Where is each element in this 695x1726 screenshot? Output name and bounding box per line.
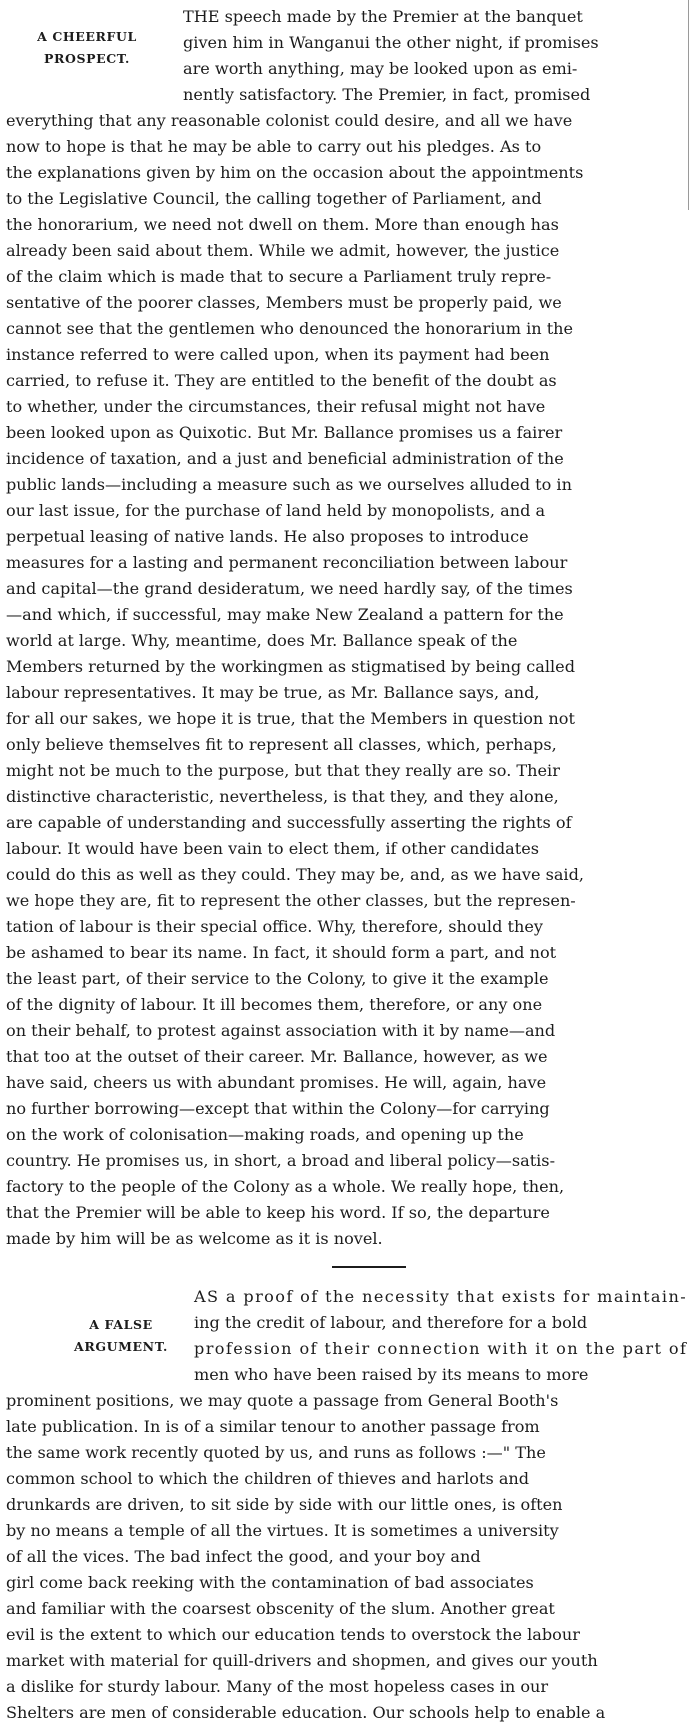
text-line: AS a proof of the necessity that exists for maintain-: [194, 1287, 688, 1306]
text-line: —and which, if successful, may make New Zealand a pattern for the: [6, 605, 564, 624]
text-line: only believe themselves fit to represent all classes, which, perhaps,: [6, 735, 557, 754]
text-line: men who have been raised by its means to more: [194, 1365, 589, 1384]
caption-line: A CHEERFUL: [37, 29, 137, 44]
text-line: late publication. In is of a similar tenour to another passage from: [6, 1417, 540, 1436]
text-line: market with material for quill-drivers and shopmen, and gives our youth: [6, 1651, 598, 1670]
caption-line: ARGUMENT.: [74, 1339, 168, 1354]
text-line: factory to the people of the Colony as a whole. We really hope, then,: [6, 1177, 565, 1196]
text-line: Members returned by the workingmen as stigmatised by being called: [6, 657, 575, 676]
text-line: ing the credit of labour, and therefore for a bold: [194, 1313, 588, 1332]
text-line: everything that any reasonable colonist could desire, and all we have: [6, 111, 573, 130]
text-line: our last issue, for the purchase of land held by monopolists, and a: [6, 501, 546, 520]
text-line: and familiar with the coarsest obscenity of the slum. Another great: [6, 1599, 555, 1618]
text-line: we hope they are, fit to represent the other classes, but the represen-: [6, 891, 576, 910]
text-line: given him in Wanganui the other night, if promises: [183, 33, 599, 52]
text-line: of all the vices. The bad infect the good, and your boy and: [6, 1547, 481, 1566]
text-line: on their behalf, to protest against association with it by name—and: [6, 1021, 556, 1040]
text-line: perpetual leasing of native lands. He also proposes to introduce: [6, 527, 529, 546]
text-line: country. He promises us, in short, a broad and liberal policy—satis-: [6, 1151, 556, 1170]
text-line: prominent positions, we may quote a passage from General Booth's: [6, 1391, 559, 1410]
text-line: on the work of colonisation—making roads, and opening up the: [6, 1125, 524, 1144]
text-line: common school to which the children of thieves and harlots and: [6, 1469, 530, 1488]
text-line: of the claim which is made that to secure a Parliament truly repre-: [6, 267, 552, 286]
text-line: have said, cheers us with abundant promises. He will, again, have: [6, 1073, 547, 1092]
text-line: the same work recently quoted by us, and runs as follows :—" The: [6, 1443, 546, 1462]
text-line: been looked upon as Quixotic. But Mr. Ballance promises us a fairer: [6, 423, 563, 442]
text-line: already been said about them. While we admit, however, the justice: [6, 241, 560, 260]
text-line: evil is the extent to which our education tends to overstock the labour: [6, 1625, 580, 1644]
text-line: public lands—including a measure such as we ourselves alluded to in: [6, 475, 572, 494]
text-line: of the dignity of labour. It ill becomes them, therefore, or any one: [6, 995, 543, 1014]
text-line: that the Premier will be able to keep his word. If so, the departure: [6, 1203, 550, 1222]
article-caption: [12, 26, 162, 70]
text-line: could do this as well as they could. They may be, and, as we have said,: [6, 865, 584, 884]
text-line: world at large. Why, meantime, does Mr. Ballance speak of the: [6, 631, 518, 650]
text-line: to whether, under the circumstances, their refusal might not have: [6, 397, 546, 416]
section-divider: [332, 1266, 406, 1268]
text-line: be ashamed to bear its name. In fact, it should form a part, and not: [6, 943, 557, 962]
text-line: and capital—the grand desideratum, we need hardly say, of the times: [6, 579, 573, 598]
text-line: the honorarium, we need not dwell on them. More than enough has: [6, 215, 559, 234]
column-edge-line: [688, 0, 689, 210]
text-line: labour. It would have been vain to elect them, if other candidates: [6, 839, 539, 858]
text-line: are capable of understanding and successfully asserting the rights of: [6, 813, 572, 832]
text-line: no further borrowing—except that within the Colony—for carrying: [6, 1099, 550, 1118]
text-line: distinctive characteristic, nevertheless, is that they, and they alone,: [6, 787, 559, 806]
text-line: incidence of taxation, and a just and beneficial administration of the: [6, 449, 564, 468]
text-line: nently satisfactory. The Premier, in fact, promised: [183, 85, 591, 104]
text-line: that too at the outset of their career. Mr. Ballance, however, as we: [6, 1047, 548, 1066]
text-line: labour representatives. It may be true, as Mr. Ballance says, and,: [6, 683, 540, 702]
article-caption: [46, 1314, 196, 1358]
text-line: measures for a lasting and permanent reconciliation between labour: [6, 553, 568, 572]
text-line: by no means a temple of all the virtues. It is sometimes a university: [6, 1521, 559, 1540]
text-line: instance referred to were called upon, when its payment had been: [6, 345, 550, 364]
text-line: the least part, of their service to the Colony, to give it the example: [6, 969, 549, 988]
text-line: profession of their connection with it on the part of: [194, 1339, 688, 1358]
text-line: for all our sakes, we hope it is true, that the Members in question not: [6, 709, 575, 728]
text-line: to the Legislative Council, the calling together of Parliament, and: [6, 189, 542, 208]
text-line: carried, to refuse it. They are entitled to the benefit of the doubt as: [6, 371, 557, 390]
text-line: THE speech made by the Premier at the banquet: [183, 7, 583, 26]
text-line: now to hope is that he may be able to carry out his pledges. As to: [6, 137, 542, 156]
caption-line: A FALSE: [89, 1317, 153, 1332]
text-line: Shelters are men of considerable education. Our schools help to enable a: [6, 1703, 606, 1722]
text-line: tation of labour is their special office. Why, therefore, should they: [6, 917, 543, 936]
text-line: the explanations given by him on the occasion about the appointments: [6, 163, 584, 182]
text-line: girl come back reeking with the contamination of bad associates: [6, 1573, 534, 1592]
text-line: drunkards are driven, to sit side by side with our little ones, is often: [6, 1495, 563, 1514]
text-line: a dislike for sturdy labour. Many of the most hopeless cases in our: [6, 1677, 549, 1696]
text-line: made by him will be as welcome as it is novel.: [6, 1229, 383, 1248]
text-line: sentative of the poorer classes, Members must be properly paid, we: [6, 293, 562, 312]
text-line: might not be much to the purpose, but that they really are so. Their: [6, 761, 560, 780]
text-line: are worth anything, may be looked upon as emi-: [183, 59, 578, 78]
text-line: cannot see that the gentlemen who denounced the honorarium in the: [6, 319, 574, 338]
caption-line: PROSPECT.: [43, 51, 131, 66]
